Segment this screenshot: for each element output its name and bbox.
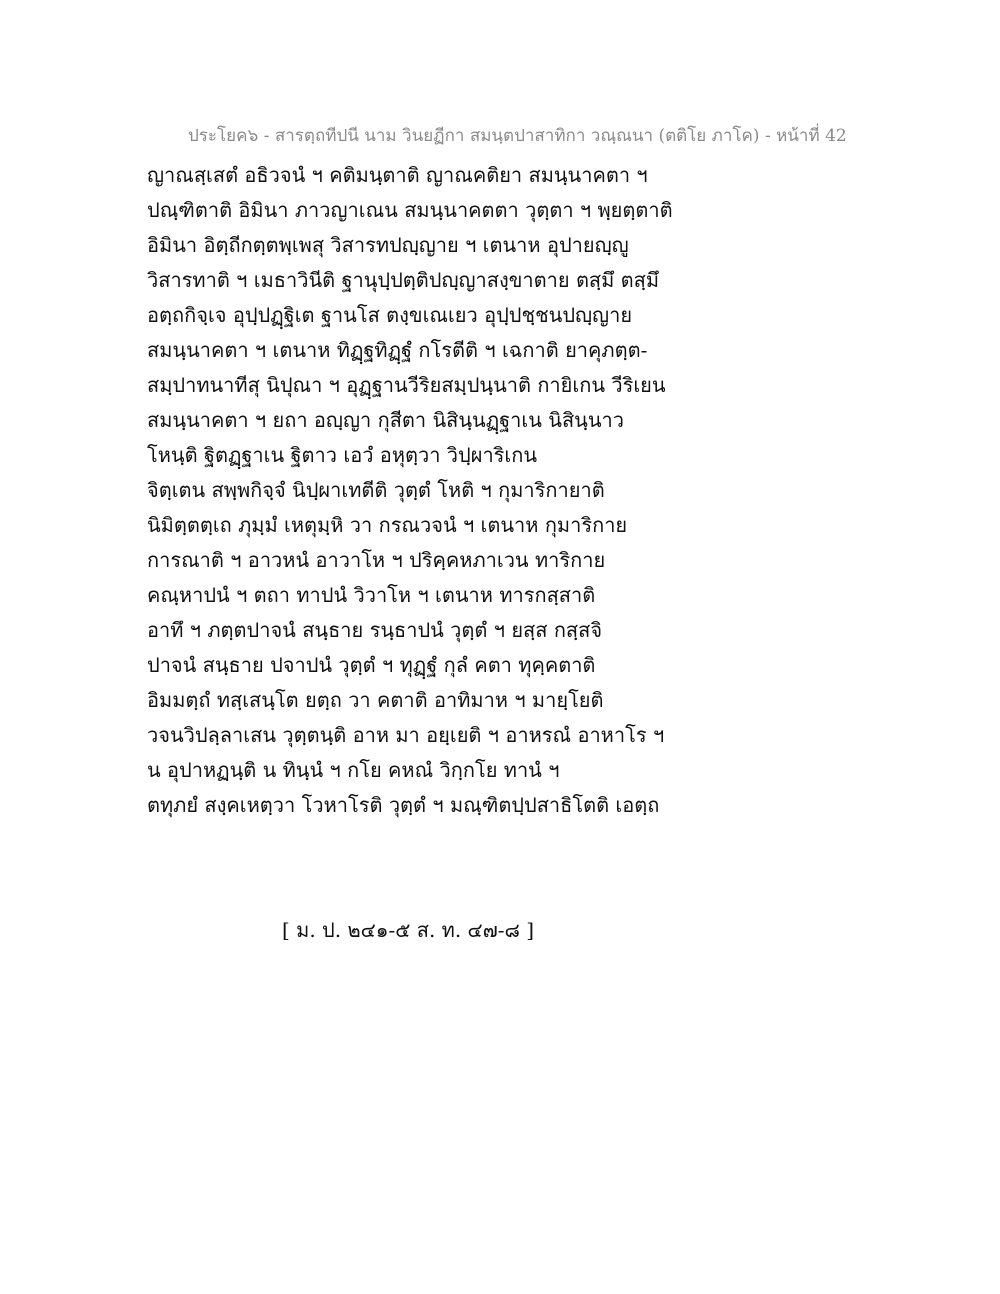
text-line: น อุปาหฏนฺติ น ทินฺนํ ฯ กโย คหณํ วิกฺกโย ทานํ ฯ: [147, 758, 560, 782]
text-line: อาทึ ฯ ภตฺตปาจนํ สนฺธาย รนฺธาปนํ วุตฺตํ ฯ ยสฺส กสฺสจิ: [147, 618, 603, 642]
text-line: คณฺหาปนํ ฯ ตถา ทาปนํ วิวาโห ฯ เตนาห ทารกสฺสาติ: [147, 583, 596, 607]
text-line: ปาจนํ สนฺธาย ปจาปนํ วุตฺตํ ฯ ทุฏฺฐํ กุลํ คตา ทุคฺคตาติ: [147, 653, 596, 677]
text-line: วิสารทาติ ฯ เมธาวินีติ ฐานุปฺปตฺติปญฺญาสงฺขาตาย ตสฺมึ ตสฺมึ: [147, 268, 660, 292]
text-line: ตทุภยํ สงฺคเหตฺวา โวหาโรติ วุตฺตํ ฯ มณฺฑิตปฺปสาธิโตติ เอตฺถ: [147, 793, 660, 817]
text-line: อิมินา อิตฺถีกตฺตพฺเพสุ วิสารทปญฺญาย ฯ เตนาห อุปายญฺญู: [147, 233, 629, 257]
text-line: การณาติ ฯ อาวหนํ อาวาโห ฯ ปริคฺคหภาเวน ทาริกาย: [147, 548, 606, 572]
text-line: สมฺปาทนาทีสุ นิปุณา ฯ อุฏฺฐานวีริยสมฺปนฺนาติ กายิเกน วีริเยน: [147, 373, 666, 397]
text-line: วจนวิปลฺลาเสน วุตฺตนฺติ อาห มา อยฺเยติ ฯ อาหรณํ อาหาโร ฯ: [147, 723, 665, 747]
text-line: นิมิตฺตตฺเถ ภุมฺมํ เหตุมฺหิ วา กรณวจนํ ฯ เตนาห กุมาริกาย: [147, 513, 628, 537]
reference-citation: [ ม. ป. ๒๔๑-๕ ส. ท. ๔๗-๘ ]: [282, 918, 535, 942]
body-text: [147, 158, 673, 823]
text-line: สมนฺนาคตา ฯ เตนาห ทิฏฺฐทิฏฺฐํ กโรตีติ ฯ เฉกาติ ยาคุภตฺต-: [147, 338, 648, 362]
text-line: โหนฺติ ฐิตฏฺฐาเน ฐิตาว เอวํ อหุตฺวา วิปฺผาริเกน: [147, 443, 538, 467]
text-line: ปณฺฑิตาติ อิมินา ภาวญาเณน สมนฺนาคตตา วุตฺตา ฯ พฺยตฺตาติ: [147, 198, 673, 222]
page-header: ประโยค๖ - สารตฺถทีปนี นาม วินยฏีกา สมนฺตปาสาทิกา วณฺณนา (ตติโย ภาโค) - หน้าที่ 42: [188, 126, 847, 146]
text-line: ญาณสฺเสตํ อธิวจนํ ฯ คติมนฺตาติ ญาณคติยา สมนฺนาคตา ฯ: [147, 163, 648, 187]
text-line: สมนฺนาคตา ฯ ยถา อญฺญา กุสีตา นิสินฺนฏฺฐาเน นิสินฺนาว: [147, 408, 624, 432]
text-line: อิมมตฺถํ ทสฺเสนฺโต ยตฺถ วา คตาติ อาทิมาห ฯ มายฺโยติ: [147, 688, 604, 712]
text-line: จิตฺเตน สพฺพกิจฺจํ นิปฺผาเทตีติ วุตฺตํ โหติ ฯ กุมาริกายาติ: [147, 478, 605, 502]
text-line: อตฺถกิจฺเจ อุปฺปฏฺฐิเต ฐานโส ตงฺขเณเยว อุปฺปชฺชนปญฺญาย: [147, 303, 633, 327]
